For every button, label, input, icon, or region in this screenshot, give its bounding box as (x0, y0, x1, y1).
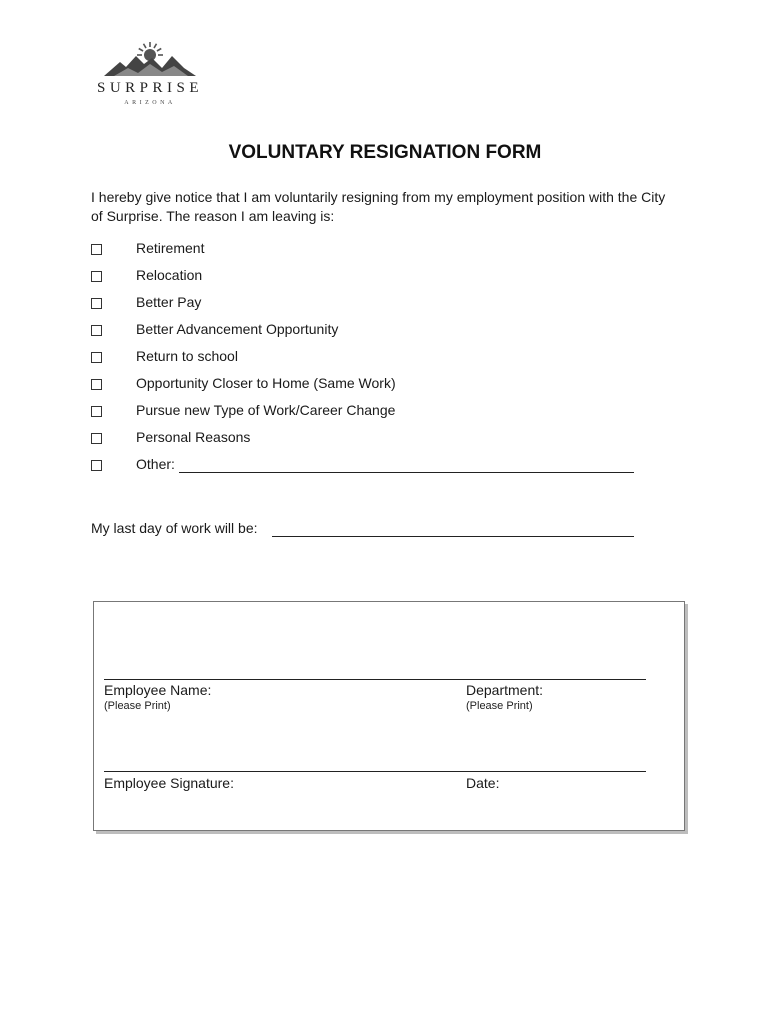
intro-text: I hereby give notice that I am voluntarily resigning from my employment position with the City of Surprise. The reason I am leaving is: (91, 189, 666, 224)
last-day-input-line[interactable] (272, 536, 634, 537)
last-day-label: My last day of work will be: (91, 520, 258, 536)
checkbox[interactable] (91, 433, 102, 444)
checkbox[interactable] (91, 244, 102, 255)
date-label: Date: (466, 775, 500, 791)
reason-label: Better Pay (136, 294, 202, 310)
checkbox[interactable] (91, 352, 102, 363)
reason-label: Other: (136, 456, 175, 472)
mountain-sun-icon (104, 42, 196, 78)
checkbox[interactable] (91, 379, 102, 390)
checkbox[interactable] (91, 325, 102, 336)
signature-box (93, 601, 685, 831)
logo-name: SURPRISE (96, 80, 204, 96)
checkbox[interactable] (91, 271, 102, 282)
reason-label: Return to school (136, 348, 238, 364)
other-input-line[interactable] (179, 472, 634, 473)
signature-date-input-line[interactable] (104, 771, 646, 772)
name-department-input-line[interactable] (104, 679, 646, 680)
reason-label: Pursue new Type of Work/Career Change (136, 402, 396, 418)
employee-name-hint: (Please Print) (104, 700, 171, 712)
reason-label: Retirement (136, 240, 205, 256)
reason-label: Opportunity Closer to Home (Same Work) (136, 375, 396, 391)
employee-signature-label: Employee Signature: (104, 775, 234, 791)
employee-name-label: Employee Name: (104, 682, 212, 698)
reason-label: Relocation (136, 267, 203, 283)
department-label: Department: (466, 682, 544, 698)
reason-label: Better Advancement Opportunity (136, 321, 339, 337)
city-logo (90, 42, 210, 112)
form-title: VOLUNTARY RESIGNATION FORM (228, 142, 542, 163)
checkbox[interactable] (91, 406, 102, 417)
reason-label: Personal Reasons (136, 429, 251, 445)
department-hint: (Please Print) (466, 700, 533, 712)
checkbox[interactable] (91, 298, 102, 309)
checkbox[interactable] (91, 460, 102, 471)
logo-subtitle: ARIZONA (124, 100, 176, 106)
